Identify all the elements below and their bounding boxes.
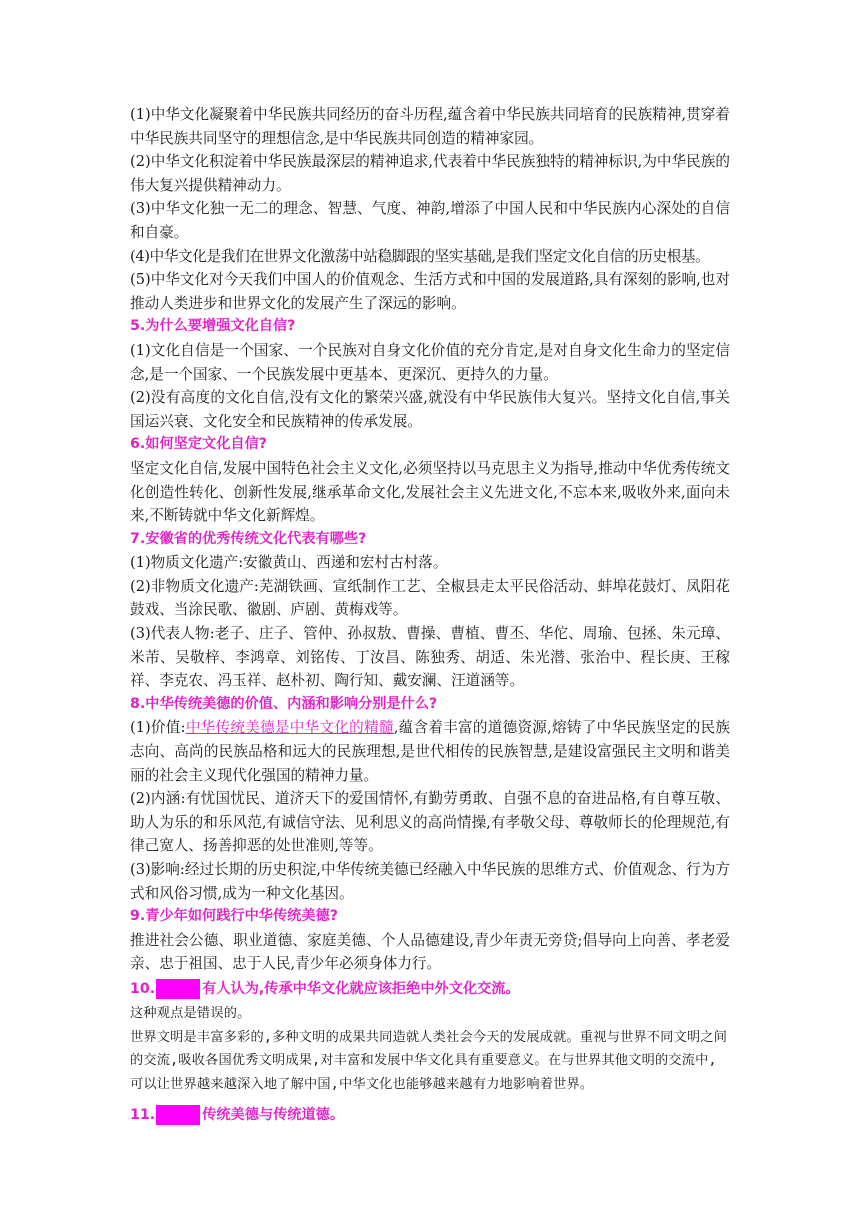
q6-answer-1: 坚定文化自信,发展中国特色社会主义文化,必须坚持以马克思主义为指导,推动中华优秀传统文化创造性转化、创新性发展,继承革命文化,发展社会主义先进文化,不忘本来,吸收外来,面向未来,不断铸就中华文化新辉煌。 (130, 459, 730, 525)
question-7-title: 7.安徽省的优秀传统文化代表有哪些? (130, 530, 367, 547)
question-11-blank (156, 1105, 200, 1125)
q5-answer-1: (1)文化自信是一个国家、一个民族对自身文化价值的充分肯定,是对自身文化生命力的坚定信念,是一个国家、一个民族发展中更基本、更深沉、更持久的力量。 (130, 341, 730, 383)
question-5-title: 5.为什么要增强文化自信? (130, 318, 296, 335)
paragraph-c5: (5)中华文化对今天我们中国人的价值观念、生活方式和中国的发展道路,具有深刻的影响,也对推动人类进步和世界文化的发展产生了深远的影响。 (130, 271, 730, 312)
q8-answer-2: (2)内涵:有忧国忧民、道济天下的爱国情怀,有勤劳勇敢、自强不息的奋进品格,有自尊互敬、助人为乐的和乐风范,有诚信守法、见利思义的高尚情操,有孝敬父母、尊敬师长的伦理规范,有律己宽人、扬善抑恶的处世准则,等等。 (130, 790, 730, 855)
q8-answer-3: (3)影响:经过长期的历史积淀,中华传统美德已经融入中华民族的思维方式、价值观念、行为方式和风俗习惯,成为一种文化基因。 (130, 861, 730, 902)
q8-answer-1-rest: ,蕴含着丰富的道德资源,熔铸了中华民族坚定的民族志向、高尚的民族品格和远大的民族理想,是世代相传的民族智慧,是建设富强民主文明和谐美丽的社会主义现代化强国的精神力量。 (130, 719, 731, 784)
question-11-title-row (130, 1102, 730, 1128)
q7-answer-2: (2)非物质文化遗产:芜湖铁画、宣纸制作工艺、全椒县走太平民俗活动、蚌埠花鼓灯、凤阳花鼓戏、当涂民歌、徽剧、庐剧、黄梅戏等。 (130, 577, 730, 619)
question-10-title: 有人认为,传承中华文化就应该拒绝中外文化交流。 (202, 980, 520, 997)
q8-answer-1 (130, 716, 730, 787)
q8-answer-1-highlight: 中华传统美德是中华文化的精髓 (185, 719, 394, 737)
paragraph-c1: (1)中华文化凝聚着中华民族共同经历的奋斗历程,蕴含着中华民族共同培育的民族精神,贯穿着中华民族共同坚守的理想信念,是中华民族共同创造的精神家园。 (130, 106, 730, 147)
paragraph-c3: (3)中华文化独一无二的理念、智慧、气度、神韵,增添了中国人民和中华民族内心深处的自信和自豪。 (130, 200, 730, 241)
question-6-title: 6.如何坚定文化自信? (130, 436, 267, 453)
q7-answer-3: (3)代表人物:老子、庄子、管仲、孙叔敖、曹操、曹植、曹丕、华佗、周瑜、包拯、朱元璋、米芾、吴敬梓、李鸿章、刘铭传、丁汝昌、陈独秀、胡适、朱光潜、张治中、程长庚、王稼祥、李克农、冯玉祥、赵朴初、陶行知、戴安澜、汪道涵等。 (130, 625, 730, 690)
q5-answer-2: (2)没有高度的文化自信,没有文化的繁荣兴盛,就没有中华民族伟大复兴。坚持文化自信,事关国运兴衰、文化安全和民族精神的传承发展。 (130, 389, 730, 430)
question-11-number: 11. (130, 1107, 156, 1124)
question-10-blank (156, 979, 200, 999)
q7-answer-1: (1)物质文化遗产:安徽黄山、西递和宏村古村落。 (130, 554, 448, 572)
question-10-number: 10. (130, 980, 156, 997)
document-content (130, 103, 730, 1128)
question-9-title: 9.青少年如何践行中华传统美德? (130, 908, 338, 925)
q9-answer-1: 推进社会公德、职业道德、家庭美德、个人品德建设,青少年责无旁贷;倡导向上向善、孝老爱亲、忠于祖国、忠于人民,青少年必须身体力行。 (130, 931, 730, 973)
q10-answer-1: 这种观点是错误的。 (130, 1005, 251, 1021)
q10-answer-2: 世界文明是丰富多彩的,多种文明的成果共同造就人类社会今天的发展成就。重视与世界不同文明之间的交流,吸收各国优秀文明成果,对丰富和发展中华文化具有重要意义。在与世界其他文明的交流中,可以让世界越来越深入地了解中国,中华文化也能够越来越有力地影响着世界。 (130, 1029, 728, 1092)
question-10-title-row (130, 976, 730, 1002)
paragraph-c4: (4)中华文化是我们在世界文化激荡中站稳脚跟的坚实基础,是我们坚定文化自信的历史根基。 (130, 247, 710, 265)
paragraph-c2: (2)中华文化积淀着中华民族最深层的精神追求,代表着中华民族独特的精神标识,为中华民族的伟大复兴提供精神动力。 (130, 153, 730, 194)
q8-answer-1-prefix: (1)价值: (130, 719, 186, 737)
question-8-title: 8.中华传统美德的价值、内涵和影响分别是什么? (130, 695, 438, 712)
question-11-title: 传统美德与传统道德。 (202, 1107, 345, 1124)
